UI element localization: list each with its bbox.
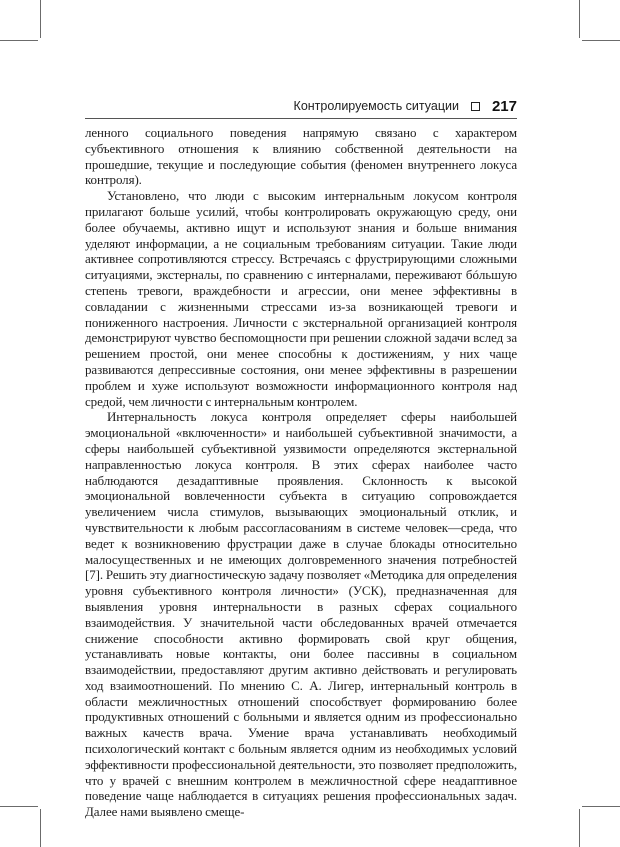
running-header (85, 96, 517, 116)
body-text (85, 125, 517, 820)
header-rule (85, 118, 517, 119)
crop-mark-bottom-right-h (582, 806, 620, 807)
page-number: 217 (491, 97, 517, 115)
running-title: Контролируемость ситуации (293, 99, 459, 113)
crop-mark-top-left (40, 0, 41, 38)
square-bullet-icon (471, 102, 480, 111)
paragraph-continued: ленного социального поведения напрямую связано с характером субъективного отношения к влиянию собственной деятельности на прошедшие, текущие и последующие события (феномен внутреннего локуса контроля). (85, 125, 517, 188)
paragraph: Интернальность локуса контроля определяет сферы наибольшей эмоциональной «включенности» и наибольшей субъективной значимости, а сферы наибольшей субъективной уязвимости определяются экстернальной направленностью локуса контроля. В этих сферах наиболее часто наблюдаются дезадаптивные проявления. Склонность к высокой эмоциональной вовлеченности субъекта в ситуацию сопровождается увеличением числа стимулов, вызывающих эмоциональный отклик, и чувствительности к любым рассогласованиям в системе человек—среда, что ведет к возникновению фрустрации даже в случае блокады относительно малосущественных и не имеющих долговременного значения потребностей [7]. Решить эту диагностическую задачу позволяет «Методика для определения уровня субъективного контроля личности» (УСК), предназначенная для выявления уровня интернальности в разных сферах социального взаимодействия. У значительной части обследованных врачей отмечается снижение способности активно формировать свой круг общения, устанавливать новые контакты, они более пассивны в социальном взаимодействии, предоставляют другим активно действовать и регулировать ход взаимоотношений. По мнению С. А. Лигер, интернальный контроль в области межличностных отношений способствует формированию более продуктивных отношений с больными и является одним из профессионально важных качеств врача. Умение врача устанавливать необходимый психологический контакт с больным является одним из необходимых условий эффективности профессиональной деятельности, это позволяет предположить, что у врачей с внешним контролем в межличностной сфере неадаптивное поведение чаще наблюдается в ситуациях решения профессиональных задач. Далее нами выявлено смеще- (85, 409, 517, 820)
crop-mark-top-right (579, 0, 580, 38)
paragraph: Установлено, что люди с высоким интернальным локусом контроля прилагают больше усилий, чтобы контролировать окружающую среду, они более обучаемы, активно ищут и используют знания и больше внимания уделяют информации, а не социальным требованиям ситуации. Такие люди активнее сопротивляются стрессу. Встречаясь с фрустрирующими сложными ситуациями, экстерналы, по сравнению с интерналами, переживают бóльшую степень тревоги, враждебности и агрессии, они менее эффективны в совладании с жизненными стрессами из-за возникающей тревоги и пониженного настроения. Личности с экстернальной организацией контроля демонстрируют чувство беспомощности при решении сложной задачи вслед за решением простой, они менее способны к достижениям, у них чаще развиваются депрессивные состояния, они менее эффективны в разрешении проблем и хуже используют возможности информационного контроля над средой, чем личности с интернальным контролем. (85, 188, 517, 409)
crop-mark-bottom-right (579, 809, 580, 847)
crop-mark-bottom-left-h (0, 806, 38, 807)
crop-mark-top-left-h (0, 40, 38, 41)
crop-mark-bottom-left (40, 809, 41, 847)
crop-mark-top-right-h (582, 40, 620, 41)
